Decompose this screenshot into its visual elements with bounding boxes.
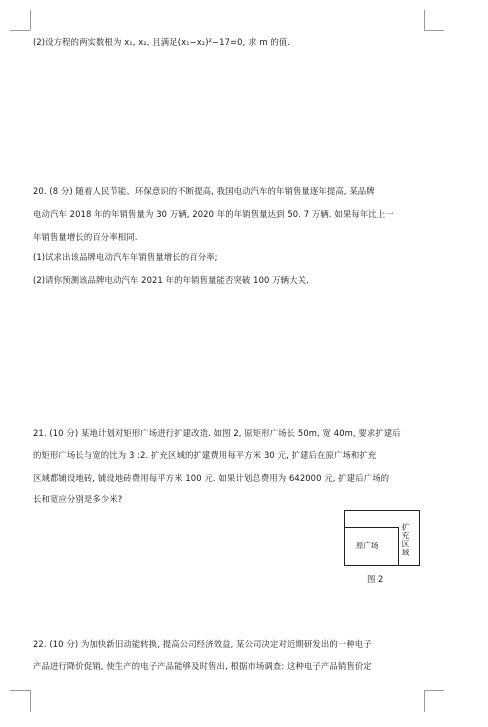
q20-part1: (1)试求出该品牌电动汽车年销售量增长的百分率;	[33, 252, 218, 262]
crop-mark-top-right-v	[424, 10, 425, 30]
crop-mark-bottom-right-h	[424, 690, 444, 691]
original-plaza-label: 原广场	[356, 541, 379, 550]
crop-mark-top-left-h	[10, 30, 30, 31]
q22-line-2: 产品进行降价促销, 使生产的电子产品能够及时售出, 根据市场调查: 这种电子产品销售价定	[33, 661, 372, 671]
q19-part2-text: (2)设方程的两实数根为 x₁, x₂, 且满足(x₁−x₂)²−17=0, 求 m 的值.	[33, 37, 291, 47]
q21-line-3: 区域都铺设地砖, 铺设地砖费用每平方米 100 元. 如果计划总费用为 642000 元, 扩建后广场的	[33, 473, 390, 483]
q21-line-1: 21. (10 分) 某地计划对矩形广场进行扩建改造. 如图 2, 原矩形广场长 50m, 宽 40m, 要求扩建后	[33, 428, 401, 438]
q20-line-2: 电动汽车 2018 年的年销售量为 30 万辆, 2020 年的年销售量达到 50. 7 万辆. 如果每年比上一	[33, 209, 394, 219]
q20-line-1: 20. (8 分) 随着人民节能、环保意识的不断提高, 我国电动汽车的年销售量逐年提高, 某品牌	[33, 186, 375, 196]
crop-mark-top-right-h	[424, 30, 444, 31]
crop-mark-bottom-right-v	[424, 690, 425, 712]
q20-line-3: 年销售量增长的百分率相同.	[33, 232, 138, 242]
q21-line-2: 的矩形广场长与宽的比为 3 :2. 扩充区域的扩建费用每平方米 30 元, 扩建后在原广场和扩充	[33, 450, 377, 460]
expansion-area-label: 扩充区域	[401, 523, 410, 557]
q20-part2: (2)请你预测该品牌电动汽车 2021 年的年销售量能否突破 100 万辆大关.	[33, 275, 309, 285]
crop-mark-top-left-v	[30, 10, 31, 30]
figure-2	[344, 510, 424, 590]
q21-line-4: 长和宽应分别是多少米?	[33, 494, 123, 504]
figure-caption: 图 2	[367, 574, 384, 584]
q22-line-1: 22. (10 分) 为加快新旧动能转换, 提高公司经济效益, 某公司决定对近期研发出的一种电子	[33, 639, 372, 649]
crop-mark-bottom-left-h	[10, 690, 30, 691]
crop-mark-bottom-left-v	[30, 690, 31, 712]
